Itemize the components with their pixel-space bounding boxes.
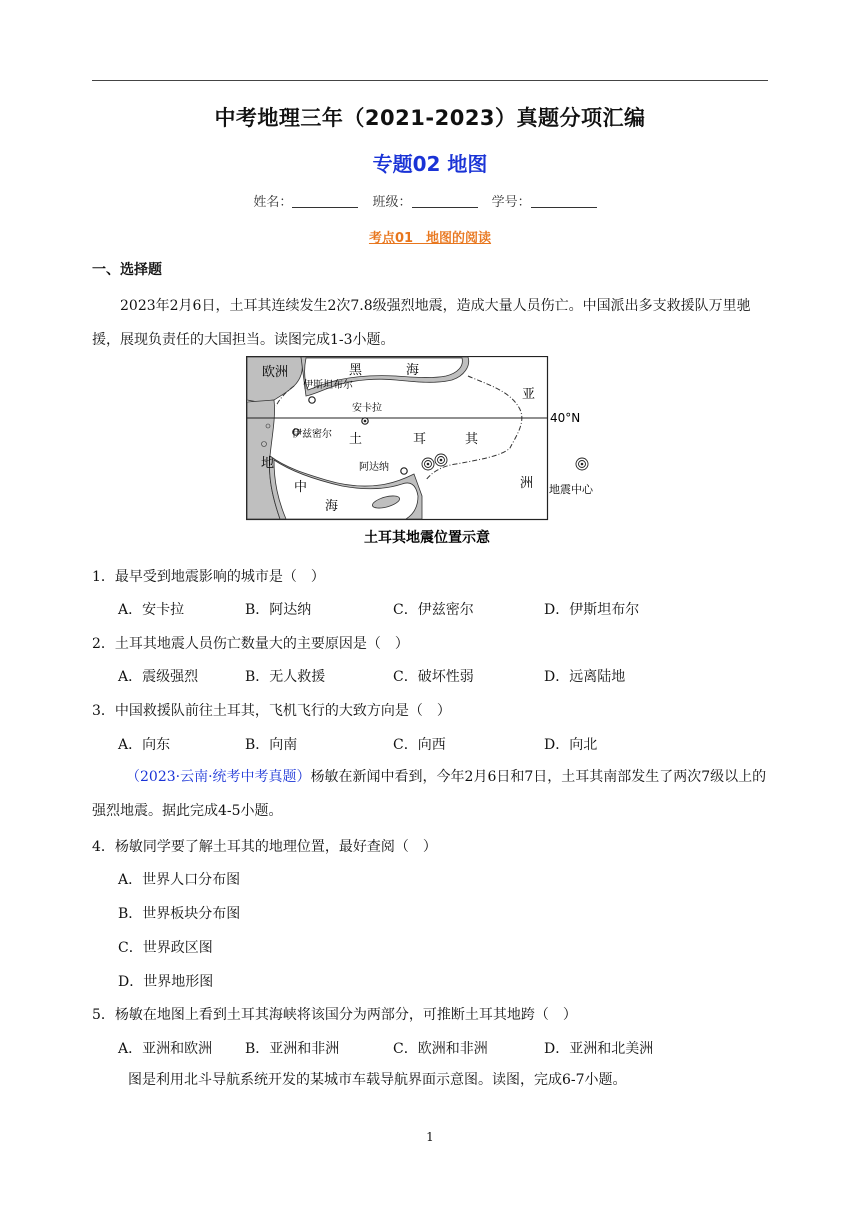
svg-text:地震中心: 地震中心	[549, 483, 593, 496]
svg-text:地: 地	[261, 456, 275, 471]
q2-option-c: C．破坏性弱	[393, 669, 474, 685]
question-1: 1．最早受到地震影响的城市是（ ）	[92, 569, 325, 585]
q5-option-b: B．亚洲和非洲	[245, 1041, 340, 1057]
q5-option-d: D．亚洲和北美洲	[544, 1041, 654, 1057]
page-title: 中考地理三年（2021-2023）真题分项汇编	[214, 106, 646, 130]
q2-option-d: D．远离陆地	[544, 669, 626, 685]
topic-subtitle: 专题02 地图	[372, 152, 488, 176]
id-blank	[531, 207, 597, 208]
svg-text:中: 中	[294, 480, 308, 495]
intro-paragraph-2: （2023·云南·统考中考真题）杨敏在新闻中看到，今年2月6日和7日，土耳其南部发生了两次7级以上的强烈地震。据此完成4-5小题。	[92, 769, 767, 819]
q1-option-a: A．安卡拉	[118, 602, 185, 618]
q3-option-c: C．向西	[393, 737, 446, 753]
page-number: 1	[426, 1130, 434, 1144]
q2-option-b: B．无人救援	[245, 669, 326, 685]
intro-paragraph-1: 2023年2月6日，土耳其连续发生2次7.8级强烈地震，造成大量人员伤亡。中国派出多支救援队万里驰援，展现负责任的大国担当。读图完成1-3小题。	[92, 298, 751, 348]
turkey-earthquake-map	[246, 356, 608, 548]
svg-text:40°N: 40°N	[550, 411, 581, 425]
svg-text:亚: 亚	[522, 387, 536, 402]
svg-text:海: 海	[325, 499, 339, 514]
svg-text:其: 其	[465, 432, 479, 447]
header-rule	[92, 80, 768, 81]
student-info-line	[0, 191, 860, 210]
q4-option-b: B．世界板块分布图	[118, 906, 241, 922]
intro-paragraph-3: 图是利用北斗导航系统开发的某城市车载导航界面示意图。读图，完成6-7小题。	[128, 1072, 627, 1088]
question-3: 3．中国救援队前往土耳其，飞机飞行的大致方向是（ ）	[92, 703, 451, 719]
svg-text:海: 海	[406, 363, 420, 378]
q5-option-a: A．亚洲和欧洲	[118, 1041, 213, 1057]
q4-option-d: D．世界地形图	[118, 974, 214, 990]
svg-text:土耳其地震位置示意: 土耳其地震位置示意	[364, 530, 490, 546]
svg-text:阿达纳: 阿达纳	[359, 462, 389, 473]
svg-text:欧洲: 欧洲	[262, 365, 289, 380]
question-5: 5．杨敏在地图上看到土耳其海峡将该国分为两部分，可推断土耳其地跨（ ）	[92, 1007, 577, 1023]
q3-option-b: B．向南	[245, 737, 298, 753]
exam-point-heading: 考点01 地图的阅读	[368, 231, 492, 246]
svg-text:土: 土	[349, 432, 363, 447]
name-blank	[292, 207, 358, 208]
q4-option-c: C．世界政区图	[118, 940, 213, 956]
q2-option-a: A．震级强烈	[118, 669, 199, 685]
q4-option-a: A．世界人口分布图	[118, 872, 241, 888]
question-source: （2023·云南·统考中考真题）	[126, 769, 311, 785]
svg-text:安卡拉: 安卡拉	[352, 403, 382, 414]
name-label: 姓名：	[253, 195, 293, 210]
svg-text:黑: 黑	[349, 363, 363, 378]
q3-option-d: D．向北	[544, 737, 598, 753]
class-label: 班级：	[372, 195, 412, 210]
q1-option-b: B．阿达纳	[245, 602, 312, 618]
q3-option-a: A．向东	[118, 737, 171, 753]
q1-option-d: D．伊斯坦布尔	[544, 602, 640, 618]
svg-text:耳: 耳	[413, 432, 427, 447]
class-blank	[412, 207, 478, 208]
svg-text:伊斯坦布尔: 伊斯坦布尔	[303, 380, 353, 391]
svg-text:伊兹密尔: 伊兹密尔	[292, 429, 332, 440]
question-2: 2．土耳其地震人员伤亡数量大的主要原因是（ ）	[92, 636, 409, 652]
q1-option-c: C．伊兹密尔	[393, 602, 474, 618]
section-heading: 一、选择题	[92, 262, 162, 278]
istanbul-marker	[309, 397, 315, 403]
q5-option-c: C．欧洲和非洲	[393, 1041, 488, 1057]
svg-text:洲: 洲	[520, 476, 534, 491]
id-label: 学号：	[491, 195, 531, 210]
question-4: 4．杨敏同学要了解土耳其的地理位置，最好查阅（ ）	[92, 839, 437, 855]
